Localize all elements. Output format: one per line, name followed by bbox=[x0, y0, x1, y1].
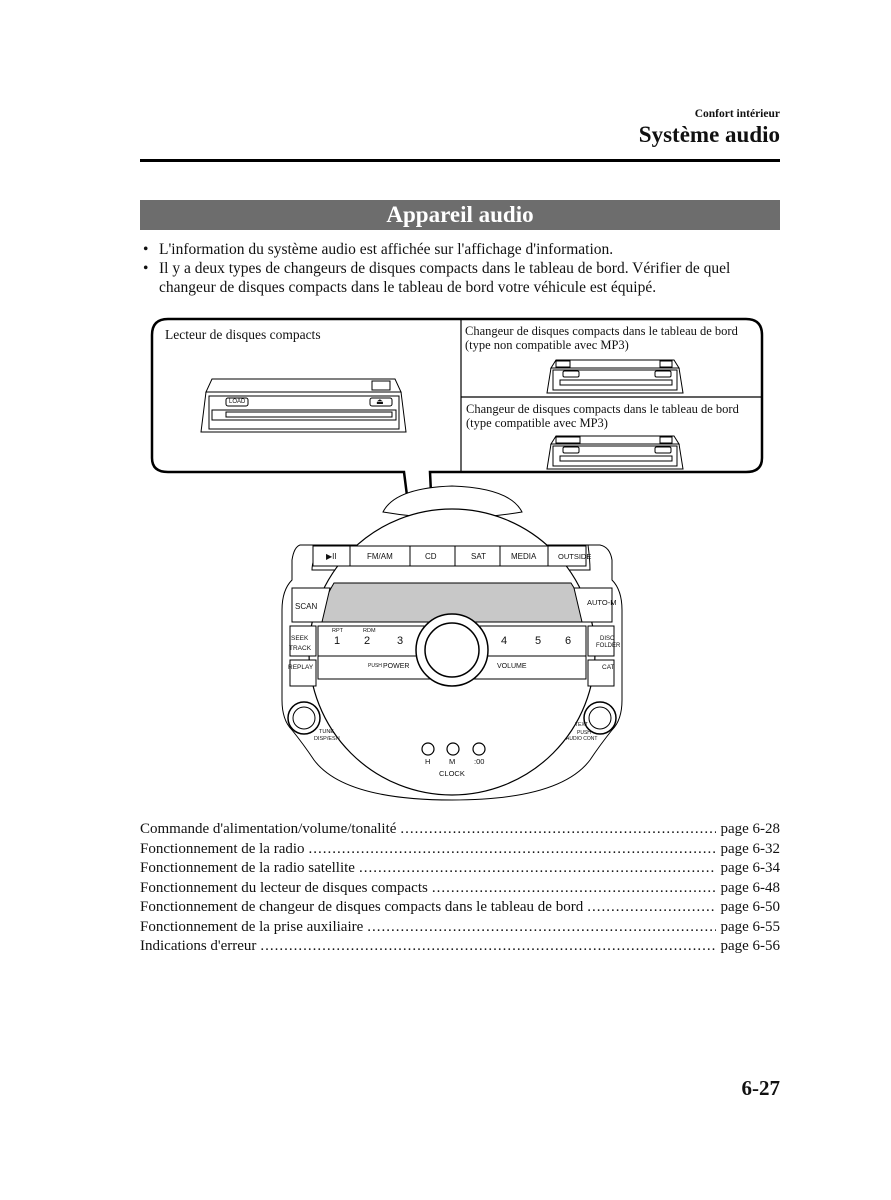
toc-row[interactable]: Fonctionnement de la radio satellite ..... page 6-34 bbox=[140, 859, 780, 879]
track-label: TRACK bbox=[289, 645, 312, 652]
toc-row[interactable]: Fonctionnement de changeur de disques compacts dans le tableau de bord ..... page 6-50 bbox=[140, 898, 780, 918]
section-kicker: Confort intérieur bbox=[694, 108, 780, 120]
replay-label: REPLAY bbox=[288, 664, 314, 671]
load-label: LOAD bbox=[229, 399, 246, 405]
bullet-item: • Il y a deux types de changeurs de disques compacts dans le tableau de bord. Vérifier de quel changeur de disques compacts dans le tableau de bord votre véhicule est équipé. bbox=[143, 260, 731, 296]
bullet-dot-icon: • bbox=[143, 260, 149, 277]
cd-button[interactable]: CD bbox=[425, 552, 437, 561]
toc-row[interactable]: Fonctionnement du lecteur de disques compacts ..... page 6-48 bbox=[140, 879, 780, 899]
dot-leader bbox=[309, 840, 717, 860]
dot-leader bbox=[432, 879, 717, 899]
cd-player-label: Lecteur de disques compacts bbox=[165, 327, 321, 342]
rpt-label: RPT bbox=[332, 628, 343, 634]
play-pause-button[interactable]: ▶II bbox=[326, 552, 337, 561]
sat-button[interactable]: SAT bbox=[471, 552, 486, 561]
preset-button-3[interactable]: 3 bbox=[397, 635, 404, 647]
page-title: Système audio bbox=[638, 122, 780, 147]
audio-cont-label: AUDIO CONT bbox=[566, 736, 598, 742]
bullet-item: • L'information du système audio est affichée sur l'affichage d'information. bbox=[143, 241, 614, 258]
clock-zero-label: :00 bbox=[474, 757, 485, 766]
scan-button[interactable]: SCAN bbox=[295, 602, 318, 611]
clock-minute-button bbox=[447, 743, 459, 755]
cross-reference-list bbox=[140, 820, 780, 957]
toc-row[interactable]: Fonctionnement de la prise auxiliaire ..... page 6-55 bbox=[140, 918, 780, 938]
disc-label: DISC bbox=[600, 636, 615, 642]
changer-non-mp3-label: Changeur de disques compacts dans le tableau de bord (type non compatible avec MP3) bbox=[465, 324, 738, 352]
power-label: POWER bbox=[383, 663, 410, 670]
preset-button-6[interactable]: 6 bbox=[565, 635, 572, 647]
fm-am-button[interactable]: FM/AM bbox=[367, 552, 393, 561]
outside-button[interactable]: OUTSIDE bbox=[558, 552, 592, 561]
eject-icon: ⏏ bbox=[376, 397, 384, 406]
preset-button-4[interactable]: 4 bbox=[501, 635, 508, 647]
rdm-label: RDM bbox=[363, 628, 376, 634]
folder-label: FOLDER bbox=[596, 643, 621, 649]
dot-leader bbox=[587, 898, 716, 918]
page-number: 6-27 bbox=[741, 1076, 780, 1100]
dot-leader bbox=[359, 859, 717, 879]
media-button[interactable]: MEDIA bbox=[511, 552, 537, 561]
dot-leader bbox=[367, 918, 716, 938]
changer-non-mp3-slot bbox=[547, 360, 683, 393]
section-title-band: Appareil audio bbox=[140, 200, 780, 230]
dot-leader bbox=[260, 937, 716, 957]
text-label: TEXT bbox=[575, 722, 588, 728]
changer-mp3-slot bbox=[547, 436, 683, 469]
clock-hour-button bbox=[422, 743, 434, 755]
push-audio-label: PUSH bbox=[577, 730, 591, 736]
push-label: PUSH bbox=[368, 663, 382, 669]
preset-button-2[interactable]: 2 bbox=[364, 635, 371, 647]
changer-mp3-label: Changeur de disques compacts dans le tableau de bord (type compatible avec MP3) bbox=[466, 402, 739, 430]
preset-button-5[interactable]: 5 bbox=[535, 635, 542, 647]
tune-label: TUNE bbox=[319, 729, 334, 735]
auto-m-button[interactable]: AUTO-M bbox=[587, 598, 617, 607]
bullet-dot-icon: • bbox=[143, 241, 149, 258]
clock-zero-button bbox=[473, 743, 485, 755]
top-button-row bbox=[313, 546, 586, 566]
volume-label: VOLUME bbox=[497, 663, 527, 670]
seek-label: SEEK bbox=[291, 635, 309, 642]
disp-esn-label: DISP/ESN bbox=[314, 736, 340, 742]
toc-row[interactable]: Fonctionnement de la radio ..... page 6-32 bbox=[140, 840, 780, 860]
clock-label: CLOCK bbox=[439, 769, 465, 778]
cat-label: CAT bbox=[602, 664, 615, 671]
clock-m-label: M bbox=[449, 757, 456, 766]
dot-leader bbox=[400, 820, 716, 840]
toc-row[interactable]: Indications d'erreur ..... page 6-56 bbox=[140, 937, 780, 957]
clock-h-label: H bbox=[425, 757, 431, 766]
toc-row[interactable]: Commande d'alimentation/volume/tonalité ..... page 6-28 bbox=[140, 820, 780, 840]
preset-button-1[interactable]: 1 bbox=[334, 635, 341, 647]
